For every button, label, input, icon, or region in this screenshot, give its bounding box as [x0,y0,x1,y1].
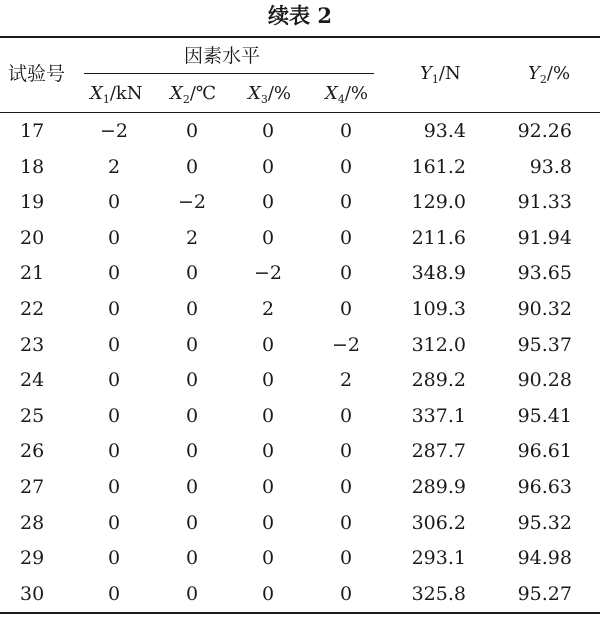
cell-x1-value: 0 [107,191,121,214]
cell-x3-value: 0 [261,155,275,178]
cell-x4-value: 0 [339,120,353,142]
cell-x3-value: 0 [261,547,275,570]
cell-y2-value: 93.8 [529,155,572,178]
cell-x4-value: 0 [339,262,353,285]
cell-x4-value: 0 [339,155,353,178]
table-row [0,257,600,289]
cell-x2-value: 0 [185,298,199,320]
cell-x4-value: 0 [339,476,353,498]
cell-x2-value: 0 [185,333,199,356]
cell-y2-value: 93.65 [517,262,572,285]
cell-y2-value: 90.28 [517,369,572,392]
cell-x1-value: 0 [107,476,121,498]
cell-x2-value: 0 [185,404,199,427]
cell-x2-value: 0 [185,476,199,498]
table-row [0,151,600,183]
cell-x1-value: 0 [107,333,121,356]
cell-x3-value: 0 [261,120,275,142]
cell-x3-value: 0 [261,404,275,427]
table-row [0,400,600,432]
cell-trial-number: 26 [20,440,45,463]
factor-group-rule [84,73,374,74]
cell-trial-number: 28 [20,511,45,534]
cell-x1-value: 0 [107,440,121,463]
cell-trial-number: 23 [20,333,45,356]
cell-x3-value: −2 [253,262,282,285]
cell-trial-number: 30 [20,582,45,605]
table-row [0,507,600,539]
cell-x4-value: 0 [339,547,353,570]
cell-y1-value: 93.4 [423,120,466,142]
table-row [0,435,600,467]
table-row [0,542,600,574]
table-row [0,186,600,218]
cell-trial-number: 19 [20,191,45,214]
cell-y1-value: 287.7 [411,440,466,463]
cell-x1-value: 0 [107,226,121,249]
cell-x1-value: 0 [107,298,121,320]
cell-x2-value: 0 [185,440,199,463]
table-row [0,329,600,361]
cell-x1-value: 0 [107,582,121,605]
cell-x2-value: −2 [177,191,206,214]
table-row [0,293,600,325]
cell-y2-value: 91.33 [517,191,572,214]
cell-x1-value: 2 [107,155,121,178]
cell-x3-value: 0 [261,582,275,605]
cell-x3-value: 0 [261,333,275,356]
cell-x4-value: 0 [339,191,353,214]
table-row [0,115,600,147]
bottom-rule [0,612,600,614]
cell-x4-value: 0 [339,226,353,249]
header-x4: $X_4/\%$ [325,83,368,106]
cell-trial-number: 29 [20,547,45,570]
cell-y2-value: 95.37 [517,333,572,356]
table-row [0,222,600,254]
cell-y1-value: 161.2 [411,155,466,178]
cell-x2-value: 0 [185,369,199,392]
cell-y1-value: 312.0 [411,333,466,356]
cell-x2-value: 2 [185,226,199,249]
cell-trial-number: 20 [20,226,45,249]
header-x3: $X_3/\%$ [248,83,291,106]
header-trial-number: 试验号 [8,63,66,85]
cell-trial-number: 25 [20,404,45,427]
cell-x2-value: 0 [185,262,199,285]
cell-x4-value: 0 [339,404,353,427]
cell-y1-value: 109.3 [411,298,466,320]
header-rule [0,112,600,113]
header-y1: $Y_1/N$ [420,63,461,86]
cell-x1-value: −2 [99,120,128,142]
cell-trial-number: 17 [20,120,45,142]
cell-x2-value: 0 [185,582,199,605]
cell-x1-value: 0 [107,369,121,392]
cell-x3-value: 0 [261,226,275,249]
cell-x3-value: 0 [261,369,275,392]
cell-x3-value: 2 [261,298,275,320]
cell-y1-value: 325.8 [411,582,466,605]
cell-x4-value: 2 [339,369,353,392]
cell-trial-number: 24 [20,369,45,392]
table-title: 续表 2 [268,3,332,28]
cell-x2-value: 0 [185,120,199,142]
cell-x4-value: 0 [339,440,353,463]
cell-y1-value: 289.2 [411,369,466,392]
cell-y2-value: 96.63 [517,476,572,498]
cell-y1-value: 293.1 [411,547,466,570]
cell-trial-number: 18 [20,155,45,178]
cell-x1-value: 0 [107,262,121,285]
cell-x3-value: 0 [261,476,275,498]
cell-x4-value: 0 [339,511,353,534]
cell-y1-value: 306.2 [411,511,466,534]
cell-y1-value: 211.6 [411,226,466,249]
top-rule [0,36,600,38]
header-x2: $X_2/℃$ [170,83,217,106]
cell-x1-value: 0 [107,404,121,427]
cell-y1-value: 337.1 [411,404,466,427]
cell-trial-number: 21 [20,262,45,285]
cell-x2-value: 0 [185,155,199,178]
cell-x4-value: 0 [339,298,353,320]
header-y2: $Y_2/\%$ [528,63,571,86]
cell-y2-value: 95.32 [517,511,572,534]
cell-y1-value: 129.0 [411,191,466,214]
table-row [0,364,600,396]
cell-y2-value: 96.61 [517,440,572,463]
cell-x3-value: 0 [261,440,275,463]
cell-y2-value: 94.98 [517,547,572,570]
cell-x4-value: −2 [331,333,360,356]
table-row [0,578,600,610]
cell-y2-value: 90.32 [517,298,572,320]
cell-x1-value: 0 [107,511,121,534]
cell-y2-value: 95.27 [517,582,572,605]
cell-trial-number: 27 [20,476,45,498]
cell-x2-value: 0 [185,547,199,570]
cell-x2-value: 0 [185,511,199,534]
header-x1: $X_1/kN$ [90,83,143,106]
cell-y1-value: 348.9 [411,262,466,285]
header-factor-level: 因素水平 [184,45,261,67]
cell-y2-value: 95.41 [517,404,572,427]
cell-trial-number: 22 [20,298,45,320]
cell-y2-value: 92.26 [517,120,572,142]
cell-y2-value: 91.94 [517,226,572,249]
cell-x1-value: 0 [107,547,121,570]
cell-x3-value: 0 [261,511,275,534]
cell-x4-value: 0 [339,582,353,605]
cell-y1-value: 289.9 [411,476,466,498]
cell-x3-value: 0 [261,191,275,214]
table-row [0,471,600,503]
